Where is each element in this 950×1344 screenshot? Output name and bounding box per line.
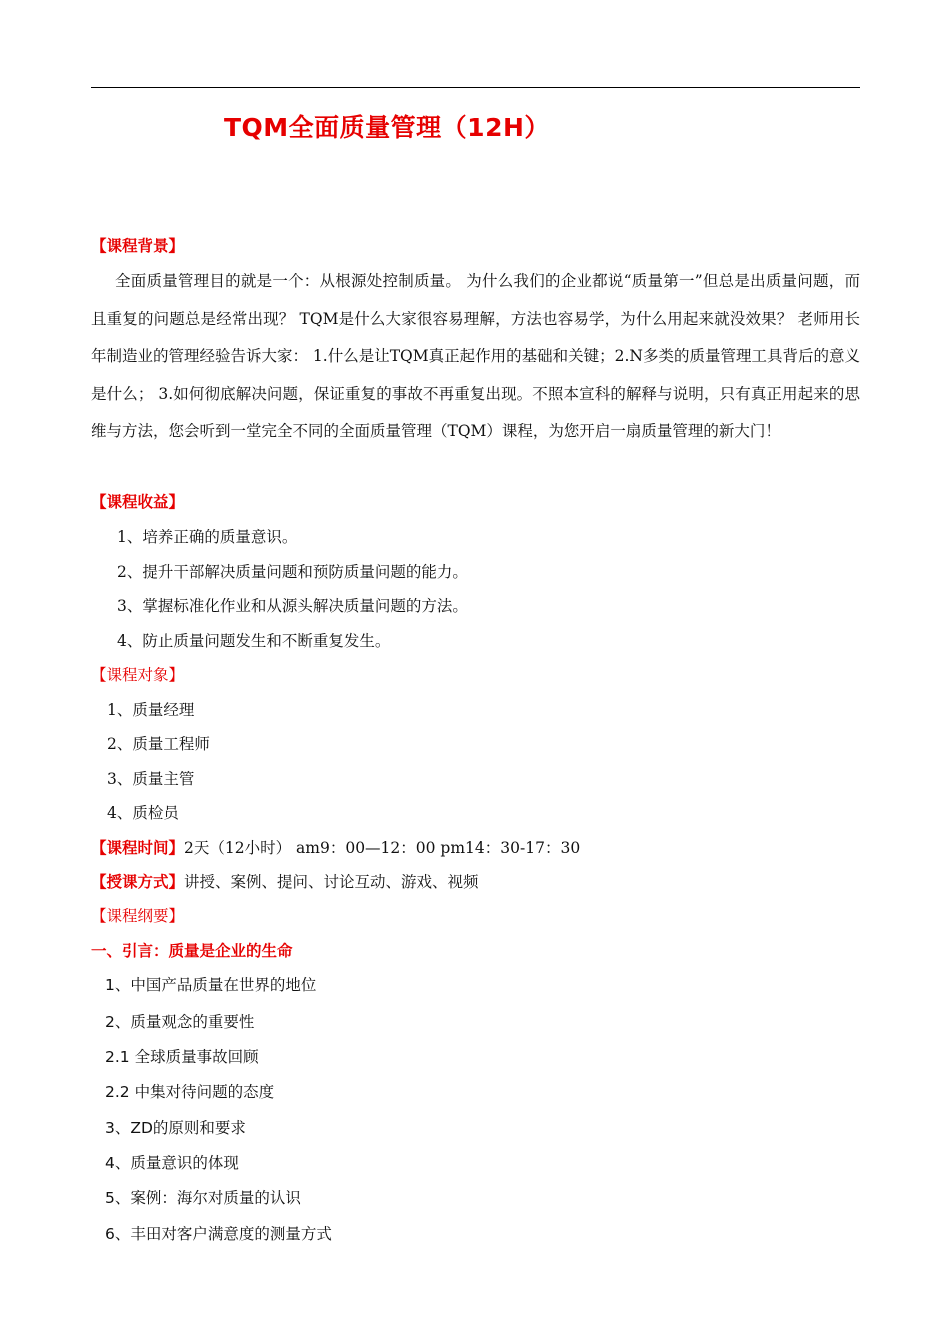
list-item: 3、掌握标准化作业和从源头解决质量问题的方法。	[117, 597, 468, 615]
course-time-label: 【课程时间】	[91, 839, 185, 857]
background-paragraph: 全面质量管理目的就是一个：从根源处控制质量。 为什么我们的企业都说“质量第一”但总是出质量问题，而且重复的问题总是经常出现？ TQM是什么大家很容易理解，方法也容易学，为什么用起来就没效果？ 老师用长年制造业的管理经验告诉大家： 1.什么是让TQM真正起作用的基础和关键；2.N多类的质量管理工具背后的意义是什么； 3.如何彻底解决问题，保证重复的事故不再重复出现。不照本宣科的解释与说明，只有真正用起来的思维与方法，您会听到一堂完全不同的全面质量管理（TQM）课程，为您开启一扇质量管理的新大门！	[91, 272, 860, 440]
benefits-heading: 【课程收益】	[91, 493, 185, 511]
page-title: TQM全面质量管理（12H）	[224, 113, 550, 142]
outline-item: 2.1 全球质量事故回顾	[105, 1048, 259, 1066]
background-heading: 【课程背景】	[91, 237, 185, 255]
list-item: 2、提升干部解决质量问题和预防质量问题的能力。	[117, 563, 468, 581]
course-time-row	[91, 836, 580, 858]
header-rule	[91, 87, 860, 88]
outline-item: 5、案例：海尔对质量的认识	[105, 1189, 301, 1207]
list-item: 1、培养正确的质量意识。	[117, 528, 298, 546]
list-item: 4、防止质量问题发生和不断重复发生。	[117, 632, 391, 650]
list-item: 3、质量主管	[107, 770, 195, 788]
outline-item: 2、质量观念的重要性	[105, 1013, 255, 1031]
teaching-method-row	[91, 870, 479, 892]
outline-section-title: 一、引言：质量是企业的生命	[91, 942, 293, 960]
outline-heading: 【课程纲要】	[91, 907, 185, 925]
outline-item: 3、ZD的原则和要求	[105, 1119, 246, 1137]
list-item: 4、质检员	[107, 804, 179, 822]
outline-item: 6、丰田对客户满意度的测量方式	[105, 1225, 332, 1243]
list-item: 1、质量经理	[107, 701, 195, 719]
outline-item: 4、质量意识的体现	[105, 1154, 239, 1172]
list-item: 2、质量工程师	[107, 735, 210, 753]
course-time-value: 2天（12小时） am9：00—12：00 pm14：30-17：30	[184, 839, 581, 857]
teaching-method-value: 讲授、案例、提问、讨论互动、游戏、视频	[184, 873, 479, 891]
outline-item: 2.2 中集对待问题的态度	[105, 1083, 275, 1101]
teaching-method-label: 【授课方式】	[91, 873, 185, 891]
audience-heading: 【课程对象】	[91, 666, 185, 684]
outline-item: 1、中国产品质量在世界的地位	[105, 976, 317, 994]
